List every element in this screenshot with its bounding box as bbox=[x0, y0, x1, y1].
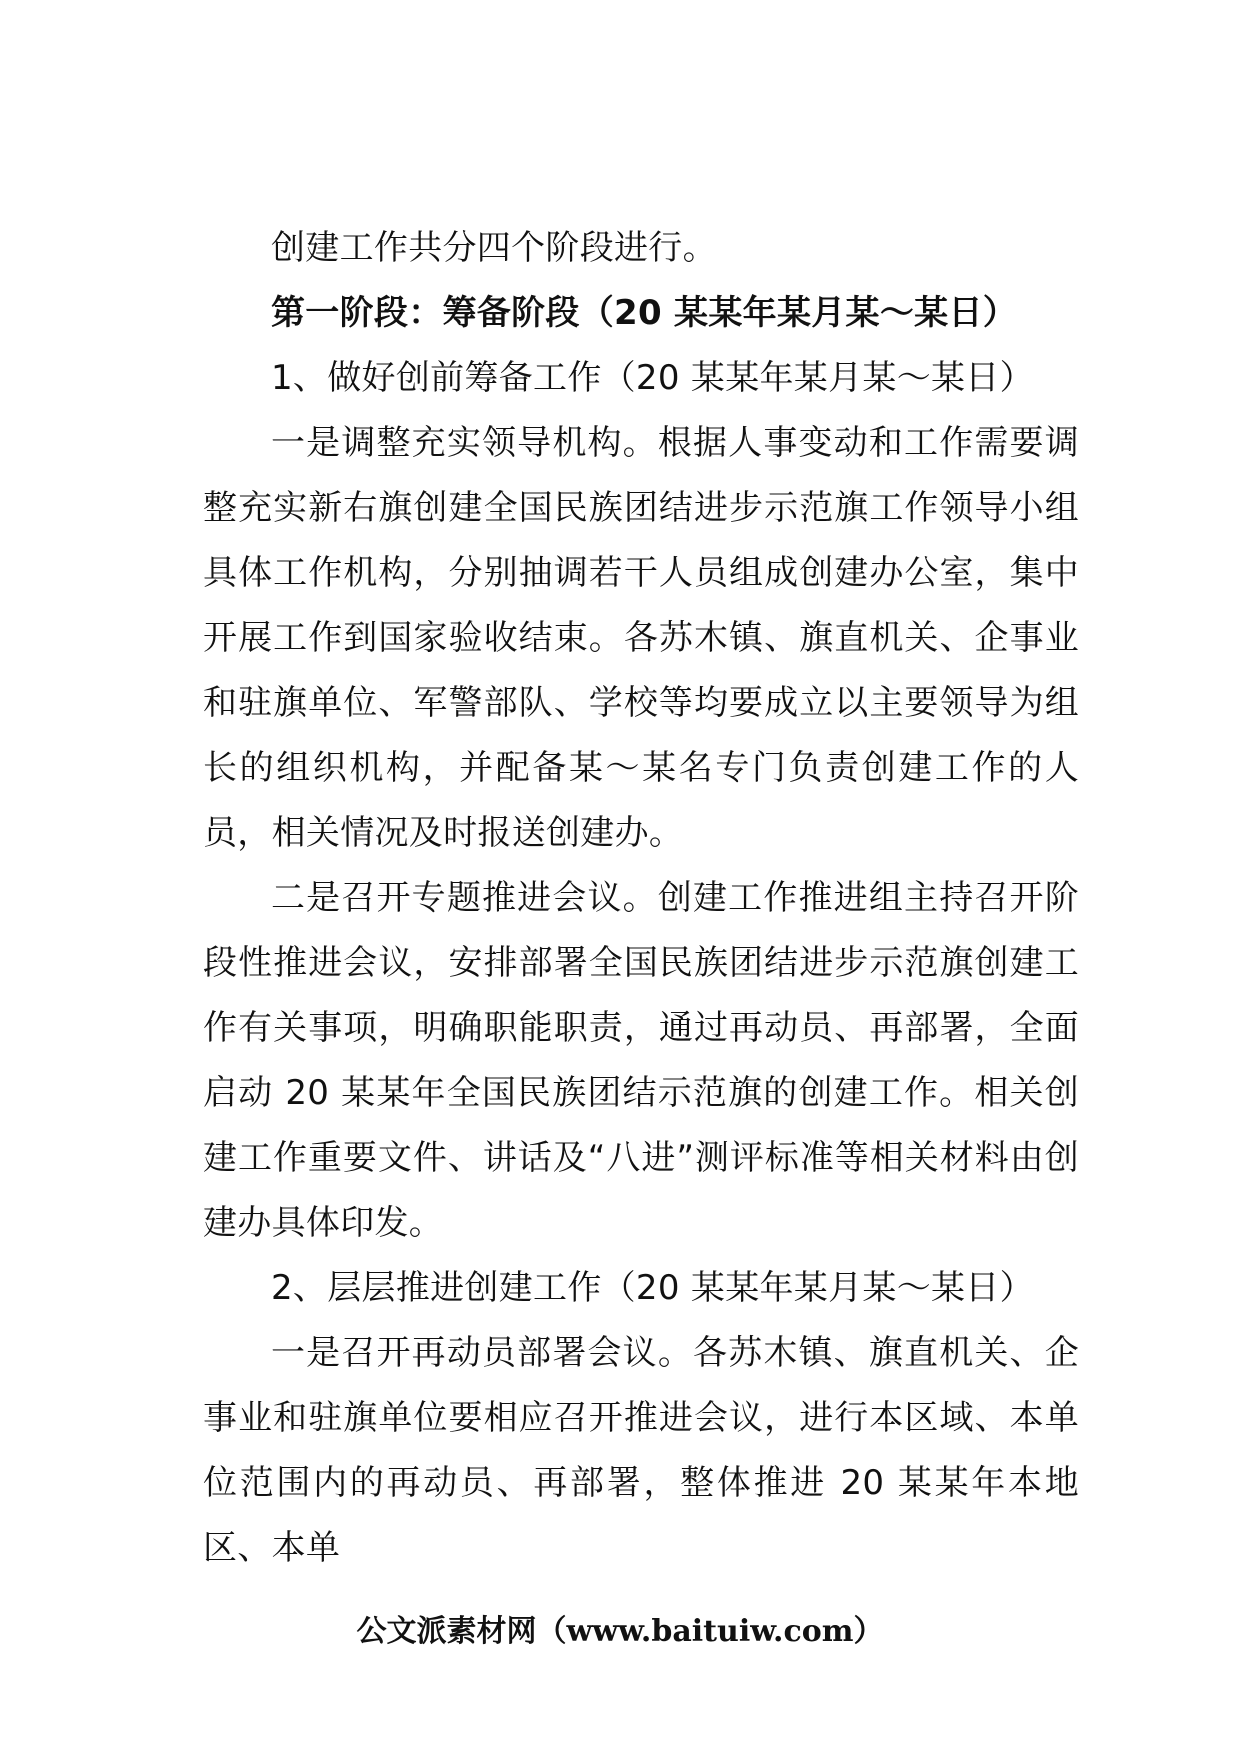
subheading-advance: 2、层层推进创建工作（20 某某年某月某～某日） bbox=[271, 1268, 1034, 1308]
paragraph-intro: 创建工作共分四个阶段进行。 bbox=[271, 228, 717, 268]
paragraph-meeting: 二是召开专题推进会议。创建工作推进组主持召开阶段性推进会议，安排部署全国民族团结进步示范旗创建工作有关事项，明确职能职责，通过再动员、再部署，全面启动 20 某某年全国民族团结示范旗的创建工作。相关创建工作重要文件、讲话及“八进”测评标准等相关材料由创建办具体印发。 bbox=[203, 878, 1079, 1243]
section-heading-stage-one: 第一阶段：筹备阶段（20 某某年某月某～某日） bbox=[271, 293, 1018, 333]
document-body bbox=[203, 216, 1079, 1581]
paragraph-mobilization: 一是召开再动员部署会议。各苏木镇、旗直机关、企事业和驻旗单位要相应召开推进会议，进行本区域、本单位范围内的再动员、再部署，整体推进 20 某某年本地区、本单 bbox=[203, 1333, 1079, 1568]
footer-watermark: 公文派素材网（www.baituiw.com） bbox=[356, 1614, 884, 1649]
paragraph-leadership: 一是调整充实领导机构。根据人事变动和工作需要调整充实新右旗创建全国民族团结进步示范旗工作领导小组具体工作机构，分别抽调若干人员组成创建办公室，集中开展工作到国家验收结束。各苏木镇、旗直机关、企事业和驻旗单位、军警部队、学校等均要成立以主要领导为组长的组织机构，并配备某～某名专门负责创建工作的人员，相关情况及时报送创建办。 bbox=[203, 423, 1079, 853]
subheading-preparation: 1、做好创前筹备工作（20 某某年某月某～某日） bbox=[271, 358, 1034, 398]
